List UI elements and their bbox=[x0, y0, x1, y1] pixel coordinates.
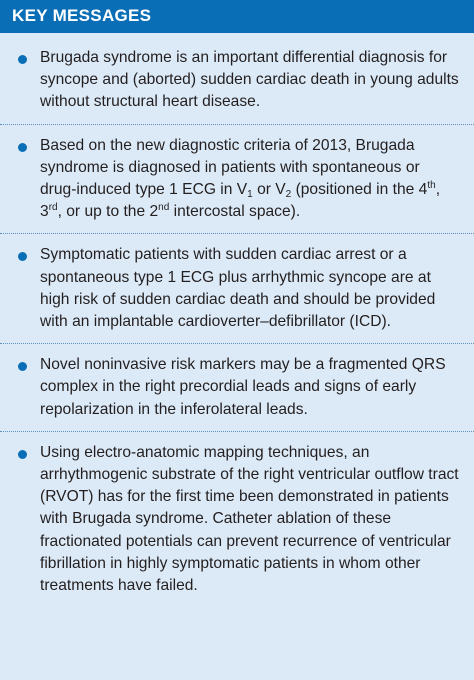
list-item bbox=[0, 233, 474, 343]
item-text: Brugada syndrome is an important differential diagnosis for syncope and (aborted) sudden cardiac death in young adults without structural heart disease. bbox=[40, 49, 459, 111]
bullet-icon bbox=[18, 143, 27, 152]
text-segment: Based on the new diagnostic criteria of 2013, Brugada syndrome is diagnosed in patients with spontaneous or drug-induced type 1 ECG in V bbox=[40, 136, 420, 199]
text-segment: (positioned in the 4 bbox=[291, 181, 428, 199]
item-text bbox=[40, 137, 440, 221]
superscript: nd bbox=[158, 202, 170, 214]
item-text: Using electro-anatomic mapping techniques, an arrhythmogenic substrate of the right ventricular outflow tract (RVOT) has for the first time been demonstrated in patients with Brugada syndrome. Catheter ablation of these fractionated potentials can prevent recurrence of ventricular fibrillation in highly symptomatic patients in whom other treatments have failed. bbox=[40, 443, 459, 595]
item-text: Novel noninvasive risk markers may be a fragmented QRS complex in the right precordial leads and signs of early repolarization in the inferolateral leads. bbox=[40, 356, 446, 418]
superscript: rd bbox=[48, 202, 58, 214]
list-item bbox=[0, 124, 474, 234]
text-segment: intercostal space). bbox=[169, 203, 301, 221]
list-item bbox=[0, 343, 474, 431]
header-title: KEY MESSAGES bbox=[12, 6, 152, 25]
key-messages-header bbox=[0, 0, 474, 33]
text-segment: or V bbox=[252, 181, 286, 199]
item-text: Symptomatic patients with sudden cardiac arrest or a spontaneous type 1 ECG plus arrhythmic syncope are at high risk of sudden cardiac death and should be provided with an implantable cardioverter–defibrillator (ICD). bbox=[40, 246, 436, 331]
subscript: 2 bbox=[285, 189, 292, 201]
bullet-icon bbox=[18, 450, 27, 459]
bullet-icon bbox=[18, 252, 27, 261]
bullet-icon bbox=[18, 55, 27, 64]
key-messages-list bbox=[0, 37, 474, 607]
superscript: th bbox=[427, 180, 436, 192]
text-segment: , or up to the 2 bbox=[57, 203, 159, 221]
subscript: 1 bbox=[247, 189, 253, 201]
bullet-icon bbox=[18, 362, 27, 371]
list-item bbox=[0, 431, 474, 607]
list-item bbox=[0, 37, 474, 124]
text-segment: , 3 bbox=[40, 181, 441, 221]
